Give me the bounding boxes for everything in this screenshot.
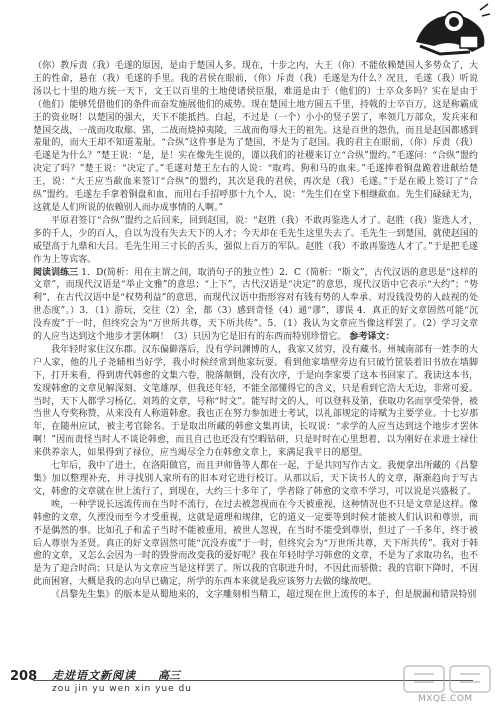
answer-label: 参考译文： [349, 332, 395, 343]
exercise-section [33, 267, 478, 344]
translation-paragraph: 唉，一种学说长远流传而在当时不流行，在过去被忽视而在今天被重视，这种情况也不只是文章是这样。像韩愈的文章，久湮没而至今才受重视，这就是道理和规律，它的道义一定要等到时候才能被人们认识和尊崇，而不是偶然的事。比如孔子和孟子当时不能被重用，被世人忽视，在当时不能受到尊崇，但过了一千多年，终于被后人尊崇为圣贤。真正的好文章固然可能“沉没弃废”于一时，但终究会为“万世所共尊，天下所共传”。我对于韩愈的文章，又怎么会因为一时的毁誉而改变我的爱好呢？我在年轻时学习韩愈的文章，不是为了求取功名，也不是为了迎合时尚；只是认为文章应当是这样罢了。所以我的官职进升时，不因此而骄傲；我的官职下降时，不因此而困窘，大概是我的志向早已确定，所学的东西本来就是我应该努力去做的缘故吧。 [33, 499, 478, 588]
watermark-text: MXQE.COM [418, 694, 473, 704]
paragraph: （你）教斥责（我）毛遂的原因，是由于楚国人多。现在，十步之内，大王（你）不能依赖楚国人多势众了，大王的性命，悬在（我）毛遂的手里。我的君侯在眼前，（你）斥责（我）毛遂是为什么？况且，毛遂（我）听说汤以七十里的地方统一天下，文王以百里的土地使诸侯臣服，难道是由于（他们的）士卒众多吗？实在是由于（他们）能够凭借他们的条件而奋发施展他们的威势。现在楚国土地方圆五千里，持戟的士卒百万，这是称霸成王的资业呀！以楚国的强大，天下不能抵挡。白起，不过是（一个）小小的竖子罢了，率领几万部众，发兵来和楚国交战，一战而攻取鄢、郢，二战而烧掉夷陵，三战而侮辱大王的祖先。这是百世的怨仇，而且是赵国都感到羞耻的，而大王却不知道羞耻。“合纵”这件事是为了楚国，不是为了赵国。我的君主在眼前，（你）斥责（我）毛遂是为什么？”楚王说：“是，是！实在像先生说的，谨以我们的社稷来订立“合纵”盟约。”毛遂问：“合纵”盟约决定了吗？”楚王说：“决定了。”毛遂对楚王左右的人说：“取鸡、狗和马的血来。”毛遂捧着铜盘跪着进献给楚王，说：“大王应当歃血来签订“合纵”的盟约，其次是我的君侯，再次是（我）毛遂。”于是在殿上签订了“合纵”盟约。毛遂左手拿着铜盘和血，而用右手招呼那十九个人，说：“先生们在堂下相继歃血。先生们碌碌无为，这就是人们所说的依赖别人而办成事情的人啊。” [33, 61, 478, 213]
translation-paragraph: 七年后，我中了进士，在洛阳做官，而且尹师鲁等人都在一起，于是共同写作古文。我便拿出所藏的《昌黎集》加以整理补充，并寻找别人家所有的旧本对它进行校订。从那以后，天下读书人的文章，渐渐趋向于写古文，韩愈的文章就在世上流行了，到现在，大约三十多年了，学者除了韩愈的文章不学习，可以说是兴盛极了。 [33, 461, 478, 497]
main-text [33, 60, 478, 602]
page-number: 208 [10, 669, 38, 684]
series-title: 走进语文新阅读 [52, 669, 136, 682]
grade-label: 高三 [158, 669, 180, 682]
translation-paragraph: 《昌黎先生集》的版本是从蜀地来的，文字雕刻相当精工，超过现在世上流传的本子，但是脱漏和错误特别 [51, 590, 477, 601]
exercise-body: 1．D(简析：用在主谓之间，取消句子的独立性）2．C（简析：“斯文”，古代汉语的意思是“这样的文章”，而现代汉语是“举止文雅”的意思；“上下”，古代汉语是“决定”的意思，现代汉语中它表示“大约”；“势利”，在古代汉语中是“权势利益”的意思，而现代汉语中指形容对有钱有势的人奉承、对没钱没势的人歧视的处世态度”。）3．（1）游玩，交往（2）全，都（3）感到奇怪（4）通“谬”，谬误 4．真正的好文章固然可能“沉没弃废”于一时，但终究会为“万世所共尊，天下所共传”。5．（1）我认为文章应当像这样罢了。（2）学习文章的人应当达到这个地步才罢休啊！（3）只因为它是旧有的东西而特别珍惜它。 [33, 267, 478, 343]
paragraph: 平原君签订“合纵”盟约之后回来，回到赵国，说：“赵胜（我）不敢再鉴选人才了。赵胜（我）鉴选人才，多的千人，少的百人，自以为没有失去天下的人才；今天却在毛先生这里失去了。毛先生一到楚国，就使赵国的威望高于九鼎和大吕。毛先生用三寸长的舌头，强似上百万的军队。赵胜（我）不敢再鉴选人才了。”于是把毛遂作为上等宾客。 [33, 215, 478, 265]
translation-paragraph: 我年轻时家住汉东郡。汉东偏僻落后，没有学问渊博的人，我家又贫穷，没有藏书。州城南部有一姓李的大户人家，他的儿子尧辅相当好学，我小时候经常到他家玩耍。看到他家墙壁旁边有只破竹筐装着旧书放在墙脚下，打开来看，得到唐代韩愈的文集六卷，脱落颠倒，没有次序，于是向李家要了这本书回家了。我读这本书，发现韩愈的文章见解深刻、文笔雄厚，但我还年轻，不能全部懂得它的含义，只是看到它浩大无边，非常可爱。当时，天下人都学习杨亿、刘筠的文章，号称“时文”。能写时文的人，可以登科及第，获取功名而享受荣誉，被当世人夸奖称赞，从来没有人称道韩愈。我也正在努力参加进士考试，以礼部规定的诗赋为主要学业。十七岁那年，在随州应试，被主考官除名。于是取出所藏的韩愈文集再读，长叹说：“求学的人应当达到这个地步才罢休啊！”因而责怪当时人不谈论韩愈，而且自己也还没有空暇钻研，只是时时在心里想着，以为刚好在求进士禄仕来供养亲人，如果得到了禄位，应当竭尽全力在韩愈文章上，来满足我平日的愿望。 [33, 344, 478, 459]
corner-illustration-icon [410, 2, 490, 58]
series-pinyin: zou jin yu wen xin yue du [52, 684, 192, 694]
exercise-title: 阅读训练三 [33, 267, 79, 278]
